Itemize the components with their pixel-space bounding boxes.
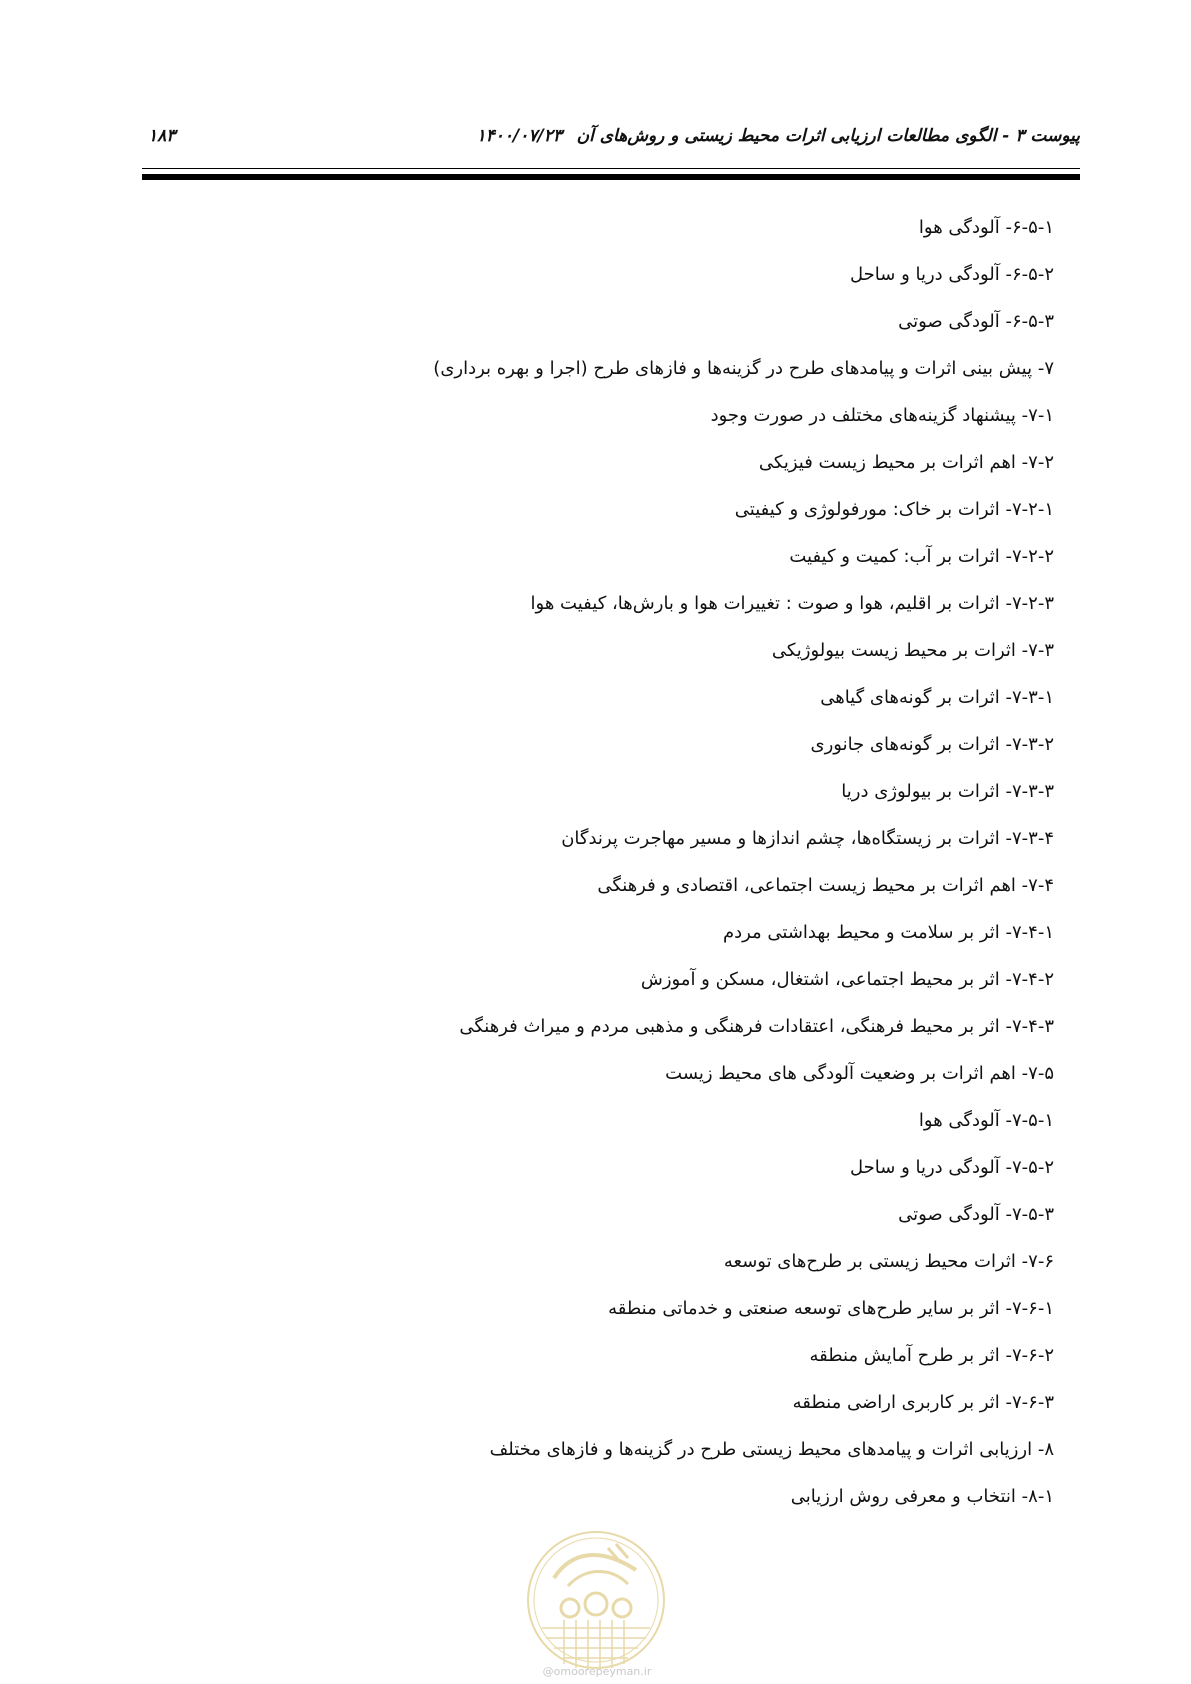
toc-entry: ۷-۲-۲- اثرات بر آب: کمیت و کیفیت [789, 546, 1054, 567]
toc-entry: ۷-۲-۱- اثرات بر خاک: مورفولوژی و کیفیتی [734, 499, 1054, 520]
toc-entry: ۷-۵-۳- آلودگی صوتی [898, 1204, 1054, 1225]
toc-entry: ۷- پیش بینی اثرات و پیامدهای طرح در گزینه‌ها و فازهای طرح (اجرا و بهره برداری) [433, 358, 1054, 379]
toc-entry: ۷-۲-۳- اثرات بر اقلیم، هوا و صوت : تغییرات هوا و بارش‌ها، کیفیت هوا [530, 593, 1054, 614]
toc-entry: ۷-۳- اثرات بر محیط زیست بیولوژیکی [771, 640, 1054, 661]
page-number: ۱۸۳ [148, 126, 176, 146]
toc-entry: ۷-۳-۳- اثرات بر بیولوژی دریا [841, 781, 1054, 802]
toc-entry: ۶-۵-۲- آلودگی دریا و ساحل [850, 264, 1054, 285]
toc-entry: ۶-۵-۳- آلودگی صوتی [898, 311, 1054, 332]
header-date: ۱۴۰۰/۰۷/۲۳ [476, 126, 562, 146]
running-title: پیوست ۳ - الگوی مطالعات ارزیابی اثرات محیط زیستی و روش‌های آن [576, 126, 1080, 146]
header-rule-thick [142, 174, 1080, 180]
toc-entry: ۷-۵-۲- آلودگی دریا و ساحل [850, 1157, 1054, 1178]
toc-entry: ۷-۳-۴- اثرات بر زیستگاه‌ها، چشم اندازها و مسیر مهاجرت پرندگان [561, 828, 1054, 849]
toc-entry: ۷-۲- اهم اثرات بر محیط زیست فیزیکی [758, 452, 1054, 473]
toc-entry: ۷-۵- اهم اثرات بر وضعیت آلودگی های محیط زیست [665, 1063, 1054, 1084]
toc-entry: ۷-۵-۱- آلودگی هوا [918, 1110, 1054, 1131]
page-header [142, 126, 1080, 156]
header-rule-thin [142, 168, 1080, 169]
watermark-logo-icon [524, 1528, 668, 1672]
toc-entry: ۷-۱- پیشنهاد گزینه‌های مختلف در صورت وجود [710, 405, 1054, 426]
watermark-caption: @omoorepeyman.ir [542, 1665, 652, 1678]
toc-entry: ۷-۴-۳- اثر بر محیط فرهنگی، اعتقادات فرهنگی و مذهبی مردم و میراث فرهنگی [459, 1016, 1054, 1037]
table-of-contents [254, 214, 1054, 1530]
toc-entry: ۷-۳-۲- اثرات بر گونه‌های جانوری [810, 734, 1054, 755]
toc-entry: ۷-۶-۲- اثر بر طرح آمایش منطقه [809, 1345, 1054, 1366]
toc-entry: ۷-۴-۱- اثر بر سلامت و محیط بهداشتی مردم [722, 922, 1054, 943]
toc-entry: ۸- ارزیابی اثرات و پیامدهای محیط زیستی طرح در گزینه‌ها و فازهای مختلف [489, 1439, 1054, 1460]
toc-entry: ۷-۴-۲- اثر بر محیط اجتماعی، اشتغال، مسکن و آموزش [640, 969, 1054, 990]
toc-entry: ۷-۴- اهم اثرات بر محیط زیست اجتماعی، اقتصادی و فرهنگی [597, 875, 1054, 896]
toc-entry: ۷-۶- اثرات محیط زیستی بر طرح‌های توسعه [723, 1251, 1054, 1272]
toc-entry: ۸-۱- انتخاب و معرفی روش ارزیابی [790, 1486, 1054, 1507]
toc-entry: ۶-۵-۱- آلودگی هوا [918, 217, 1054, 238]
toc-entry: ۷-۳-۱- اثرات بر گونه‌های گیاهی [820, 687, 1054, 708]
toc-entry: ۷-۶-۱- اثر بر سایر طرح‌های توسعه صنعتی و خدماتی منطقه [608, 1298, 1054, 1319]
toc-entry: ۷-۶-۳- اثر بر کاربری اراضی منطقه [792, 1392, 1054, 1413]
